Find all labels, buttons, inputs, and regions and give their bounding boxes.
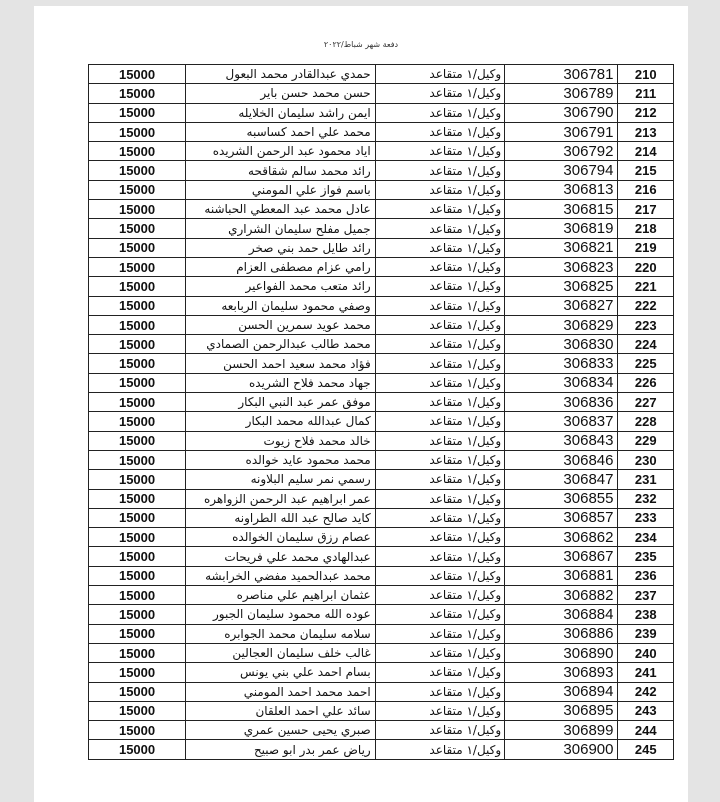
row-number-cell: 222	[618, 296, 674, 315]
table-row	[89, 605, 674, 624]
id-cell: 306836	[505, 393, 618, 412]
name-cell: عثمان ابراهيم علي مناصره	[186, 586, 376, 605]
rank-cell: وكيل/١ متقاعد	[375, 393, 504, 412]
row-number-cell: 230	[618, 450, 674, 469]
amount-cell: 15000	[89, 663, 186, 682]
id-cell: 306834	[505, 373, 618, 392]
rank-cell: وكيل/١ متقاعد	[375, 84, 504, 103]
rank-cell: وكيل/١ متقاعد	[375, 373, 504, 392]
row-number-cell: 236	[618, 566, 674, 585]
name-cell: جهاد محمد فلاح الشريده	[186, 373, 376, 392]
id-cell: 306794	[505, 161, 618, 180]
name-cell: بسام احمد علي بني يونس	[186, 663, 376, 682]
table-row	[89, 586, 674, 605]
amount-cell: 15000	[89, 373, 186, 392]
name-cell: محمد علي احمد كساسبه	[186, 122, 376, 141]
table-row	[89, 701, 674, 720]
table-row	[89, 528, 674, 547]
name-cell: خالد محمد فلاح زيوت	[186, 431, 376, 450]
row-number-cell: 227	[618, 393, 674, 412]
table-row	[89, 354, 674, 373]
row-number-cell: 245	[618, 740, 674, 759]
table-row	[89, 142, 674, 161]
rank-cell: وكيل/١ متقاعد	[375, 142, 504, 161]
rank-cell: وكيل/١ متقاعد	[375, 528, 504, 547]
table-row	[89, 393, 674, 412]
table-row	[89, 721, 674, 740]
amount-cell: 15000	[89, 277, 186, 296]
amount-cell: 15000	[89, 84, 186, 103]
rank-cell: وكيل/١ متقاعد	[375, 643, 504, 662]
document-page	[34, 6, 688, 802]
table-row	[89, 566, 674, 585]
rank-cell: وكيل/١ متقاعد	[375, 547, 504, 566]
amount-cell: 15000	[89, 431, 186, 450]
row-number-cell: 239	[618, 624, 674, 643]
amount-cell: 15000	[89, 296, 186, 315]
row-number-cell: 229	[618, 431, 674, 450]
table-row	[89, 450, 674, 469]
rank-cell: وكيل/١ متقاعد	[375, 508, 504, 527]
rank-cell: وكيل/١ متقاعد	[375, 122, 504, 141]
name-cell: رائد محمد سالم شقاقحه	[186, 161, 376, 180]
row-number-cell: 231	[618, 470, 674, 489]
name-cell: عمر ابراهيم عبد الرحمن الزواهره	[186, 489, 376, 508]
name-cell: سلامه سليمان محمد الجوابره	[186, 624, 376, 643]
name-cell: كايد صالح عبد الله الطراونه	[186, 508, 376, 527]
id-cell: 306829	[505, 315, 618, 334]
row-number-cell: 212	[618, 103, 674, 122]
id-cell: 306867	[505, 547, 618, 566]
row-number-cell: 219	[618, 238, 674, 257]
name-cell: محمد محمود عايد خوالده	[186, 450, 376, 469]
row-number-cell: 237	[618, 586, 674, 605]
row-number-cell: 238	[618, 605, 674, 624]
table-row	[89, 373, 674, 392]
id-cell: 306884	[505, 605, 618, 624]
row-number-cell: 218	[618, 219, 674, 238]
table-row	[89, 412, 674, 431]
amount-cell: 15000	[89, 354, 186, 373]
name-cell: وصفي محمود سليمان الربابعه	[186, 296, 376, 315]
amount-cell: 15000	[89, 682, 186, 701]
amount-cell: 15000	[89, 122, 186, 141]
rank-cell: وكيل/١ متقاعد	[375, 489, 504, 508]
row-number-cell: 226	[618, 373, 674, 392]
id-cell: 306899	[505, 721, 618, 740]
id-cell: 306815	[505, 200, 618, 219]
id-cell: 306890	[505, 643, 618, 662]
amount-cell: 15000	[89, 200, 186, 219]
rank-cell: وكيل/١ متقاعد	[375, 566, 504, 585]
table-row	[89, 296, 674, 315]
row-number-cell: 213	[618, 122, 674, 141]
id-cell: 306894	[505, 682, 618, 701]
id-cell: 306827	[505, 296, 618, 315]
amount-cell: 15000	[89, 65, 186, 84]
id-cell: 306825	[505, 277, 618, 296]
amount-cell: 15000	[89, 450, 186, 469]
rank-cell: وكيل/١ متقاعد	[375, 238, 504, 257]
name-cell: صبري يحيى حسين عمري	[186, 721, 376, 740]
row-number-cell: 210	[618, 65, 674, 84]
name-cell: احمد محمد احمد المومني	[186, 682, 376, 701]
name-cell: ايمن راشد سليمان الخلايله	[186, 103, 376, 122]
table-row	[89, 682, 674, 701]
row-number-cell: 241	[618, 663, 674, 682]
name-cell: رائد متعب محمد الفواعير	[186, 277, 376, 296]
table-row	[89, 431, 674, 450]
name-cell: رامي عزام مصطفى العزام	[186, 257, 376, 276]
id-cell: 306792	[505, 142, 618, 161]
row-number-cell: 214	[618, 142, 674, 161]
name-cell: اياد محمود عبد الرحمن الشريده	[186, 142, 376, 161]
id-cell: 306862	[505, 528, 618, 547]
id-cell: 306823	[505, 257, 618, 276]
table-row	[89, 65, 674, 84]
row-number-cell: 221	[618, 277, 674, 296]
table-row	[89, 84, 674, 103]
name-cell: سائد علي احمد العلقان	[186, 701, 376, 720]
rank-cell: وكيل/١ متقاعد	[375, 470, 504, 489]
rank-cell: وكيل/١ متقاعد	[375, 103, 504, 122]
row-number-cell: 220	[618, 257, 674, 276]
id-cell: 306821	[505, 238, 618, 257]
row-number-cell: 216	[618, 180, 674, 199]
amount-cell: 15000	[89, 528, 186, 547]
name-cell: عادل محمد عبد المعطي الحباشنه	[186, 200, 376, 219]
table-row	[89, 257, 674, 276]
name-cell: محمد عبدالحميد مفضي الخرابشه	[186, 566, 376, 585]
table-row	[89, 547, 674, 566]
name-cell: محمد عويد سمرين الحسن	[186, 315, 376, 334]
row-number-cell: 217	[618, 200, 674, 219]
name-cell: رسمي نمر سليم البلاونه	[186, 470, 376, 489]
table-row	[89, 238, 674, 257]
rank-cell: وكيل/١ متقاعد	[375, 257, 504, 276]
rank-cell: وكيل/١ متقاعد	[375, 200, 504, 219]
id-cell: 306857	[505, 508, 618, 527]
id-cell: 306789	[505, 84, 618, 103]
row-number-cell: 242	[618, 682, 674, 701]
rank-cell: وكيل/١ متقاعد	[375, 450, 504, 469]
amount-cell: 15000	[89, 315, 186, 334]
row-number-cell: 211	[618, 84, 674, 103]
rank-cell: وكيل/١ متقاعد	[375, 721, 504, 740]
name-cell: عبدالهادي محمد علي فريحات	[186, 547, 376, 566]
document-title: دفعة شهر شباط/٢٠٢٢	[323, 40, 399, 49]
name-cell: رياض عمر بدر ابو صبيح	[186, 740, 376, 759]
rank-cell: وكيل/١ متقاعد	[375, 701, 504, 720]
table-row	[89, 103, 674, 122]
amount-cell: 15000	[89, 412, 186, 431]
amount-cell: 15000	[89, 740, 186, 759]
id-cell: 306882	[505, 586, 618, 605]
rank-cell: وكيل/١ متقاعد	[375, 65, 504, 84]
rank-cell: وكيل/١ متقاعد	[375, 740, 504, 759]
table-row	[89, 219, 674, 238]
amount-cell: 15000	[89, 161, 186, 180]
name-cell: غالب خلف سليمان العجالين	[186, 643, 376, 662]
name-cell: فؤاد محمد سعيد احمد الحسن	[186, 354, 376, 373]
amount-cell: 15000	[89, 238, 186, 257]
id-cell: 306843	[505, 431, 618, 450]
id-cell: 306837	[505, 412, 618, 431]
id-cell: 306833	[505, 354, 618, 373]
id-cell: 306813	[505, 180, 618, 199]
amount-cell: 15000	[89, 335, 186, 354]
table-row	[89, 200, 674, 219]
rank-cell: وكيل/١ متقاعد	[375, 412, 504, 431]
row-number-cell: 240	[618, 643, 674, 662]
amount-cell: 15000	[89, 547, 186, 566]
rank-cell: وكيل/١ متقاعد	[375, 354, 504, 373]
id-cell: 306781	[505, 65, 618, 84]
rank-cell: وكيل/١ متقاعد	[375, 180, 504, 199]
row-number-cell: 224	[618, 335, 674, 354]
id-cell: 306847	[505, 470, 618, 489]
amount-cell: 15000	[89, 643, 186, 662]
row-number-cell: 232	[618, 489, 674, 508]
table-row	[89, 122, 674, 141]
amount-cell: 15000	[89, 257, 186, 276]
name-cell: باسم فواز علي المومني	[186, 180, 376, 199]
id-cell: 306791	[505, 122, 618, 141]
amount-cell: 15000	[89, 586, 186, 605]
name-cell: حسن محمد حسن باير	[186, 84, 376, 103]
table-row	[89, 335, 674, 354]
payment-table-body	[89, 65, 674, 760]
row-number-cell: 243	[618, 701, 674, 720]
amount-cell: 15000	[89, 142, 186, 161]
table-row	[89, 161, 674, 180]
id-cell: 306855	[505, 489, 618, 508]
rank-cell: وكيل/١ متقاعد	[375, 663, 504, 682]
rank-cell: وكيل/١ متقاعد	[375, 431, 504, 450]
name-cell: عصام رزق سليمان الخوالده	[186, 528, 376, 547]
table-row	[89, 315, 674, 334]
row-number-cell: 233	[618, 508, 674, 527]
amount-cell: 15000	[89, 393, 186, 412]
table-row	[89, 277, 674, 296]
row-number-cell: 225	[618, 354, 674, 373]
id-cell: 306830	[505, 335, 618, 354]
id-cell: 306893	[505, 663, 618, 682]
amount-cell: 15000	[89, 566, 186, 585]
row-number-cell: 228	[618, 412, 674, 431]
amount-cell: 15000	[89, 470, 186, 489]
name-cell: موفق عمر عبد النبي البكار	[186, 393, 376, 412]
name-cell: كمال عبدالله محمد البكار	[186, 412, 376, 431]
rank-cell: وكيل/١ متقاعد	[375, 624, 504, 643]
rank-cell: وكيل/١ متقاعد	[375, 682, 504, 701]
table-row	[89, 180, 674, 199]
table-row	[89, 489, 674, 508]
amount-cell: 15000	[89, 605, 186, 624]
table-row	[89, 663, 674, 682]
rank-cell: وكيل/١ متقاعد	[375, 315, 504, 334]
row-number-cell: 223	[618, 315, 674, 334]
amount-cell: 15000	[89, 219, 186, 238]
id-cell: 306881	[505, 566, 618, 585]
row-number-cell: 215	[618, 161, 674, 180]
row-number-cell: 244	[618, 721, 674, 740]
payment-table	[88, 64, 674, 760]
id-cell: 306846	[505, 450, 618, 469]
id-cell: 306895	[505, 701, 618, 720]
name-cell: رائد طايل حمد بني صخر	[186, 238, 376, 257]
amount-cell: 15000	[89, 624, 186, 643]
rank-cell: وكيل/١ متقاعد	[375, 296, 504, 315]
table-row	[89, 740, 674, 759]
amount-cell: 15000	[89, 508, 186, 527]
rank-cell: وكيل/١ متقاعد	[375, 605, 504, 624]
rank-cell: وكيل/١ متقاعد	[375, 586, 504, 605]
table-row	[89, 470, 674, 489]
amount-cell: 15000	[89, 701, 186, 720]
table-row	[89, 508, 674, 527]
row-number-cell: 235	[618, 547, 674, 566]
table-row	[89, 643, 674, 662]
name-cell: جميل مفلح سليمان الشراري	[186, 219, 376, 238]
table-row	[89, 624, 674, 643]
amount-cell: 15000	[89, 489, 186, 508]
rank-cell: وكيل/١ متقاعد	[375, 277, 504, 296]
id-cell: 306790	[505, 103, 618, 122]
id-cell: 306900	[505, 740, 618, 759]
rank-cell: وكيل/١ متقاعد	[375, 335, 504, 354]
name-cell: عوده الله محمود سليمان الجبور	[186, 605, 376, 624]
rank-cell: وكيل/١ متقاعد	[375, 161, 504, 180]
amount-cell: 15000	[89, 721, 186, 740]
id-cell: 306886	[505, 624, 618, 643]
name-cell: حمدي عبدالقادر محمد البعول	[186, 65, 376, 84]
row-number-cell: 234	[618, 528, 674, 547]
amount-cell: 15000	[89, 180, 186, 199]
rank-cell: وكيل/١ متقاعد	[375, 219, 504, 238]
amount-cell: 15000	[89, 103, 186, 122]
id-cell: 306819	[505, 219, 618, 238]
name-cell: محمد طالب عبدالرحمن الصمادي	[186, 335, 376, 354]
